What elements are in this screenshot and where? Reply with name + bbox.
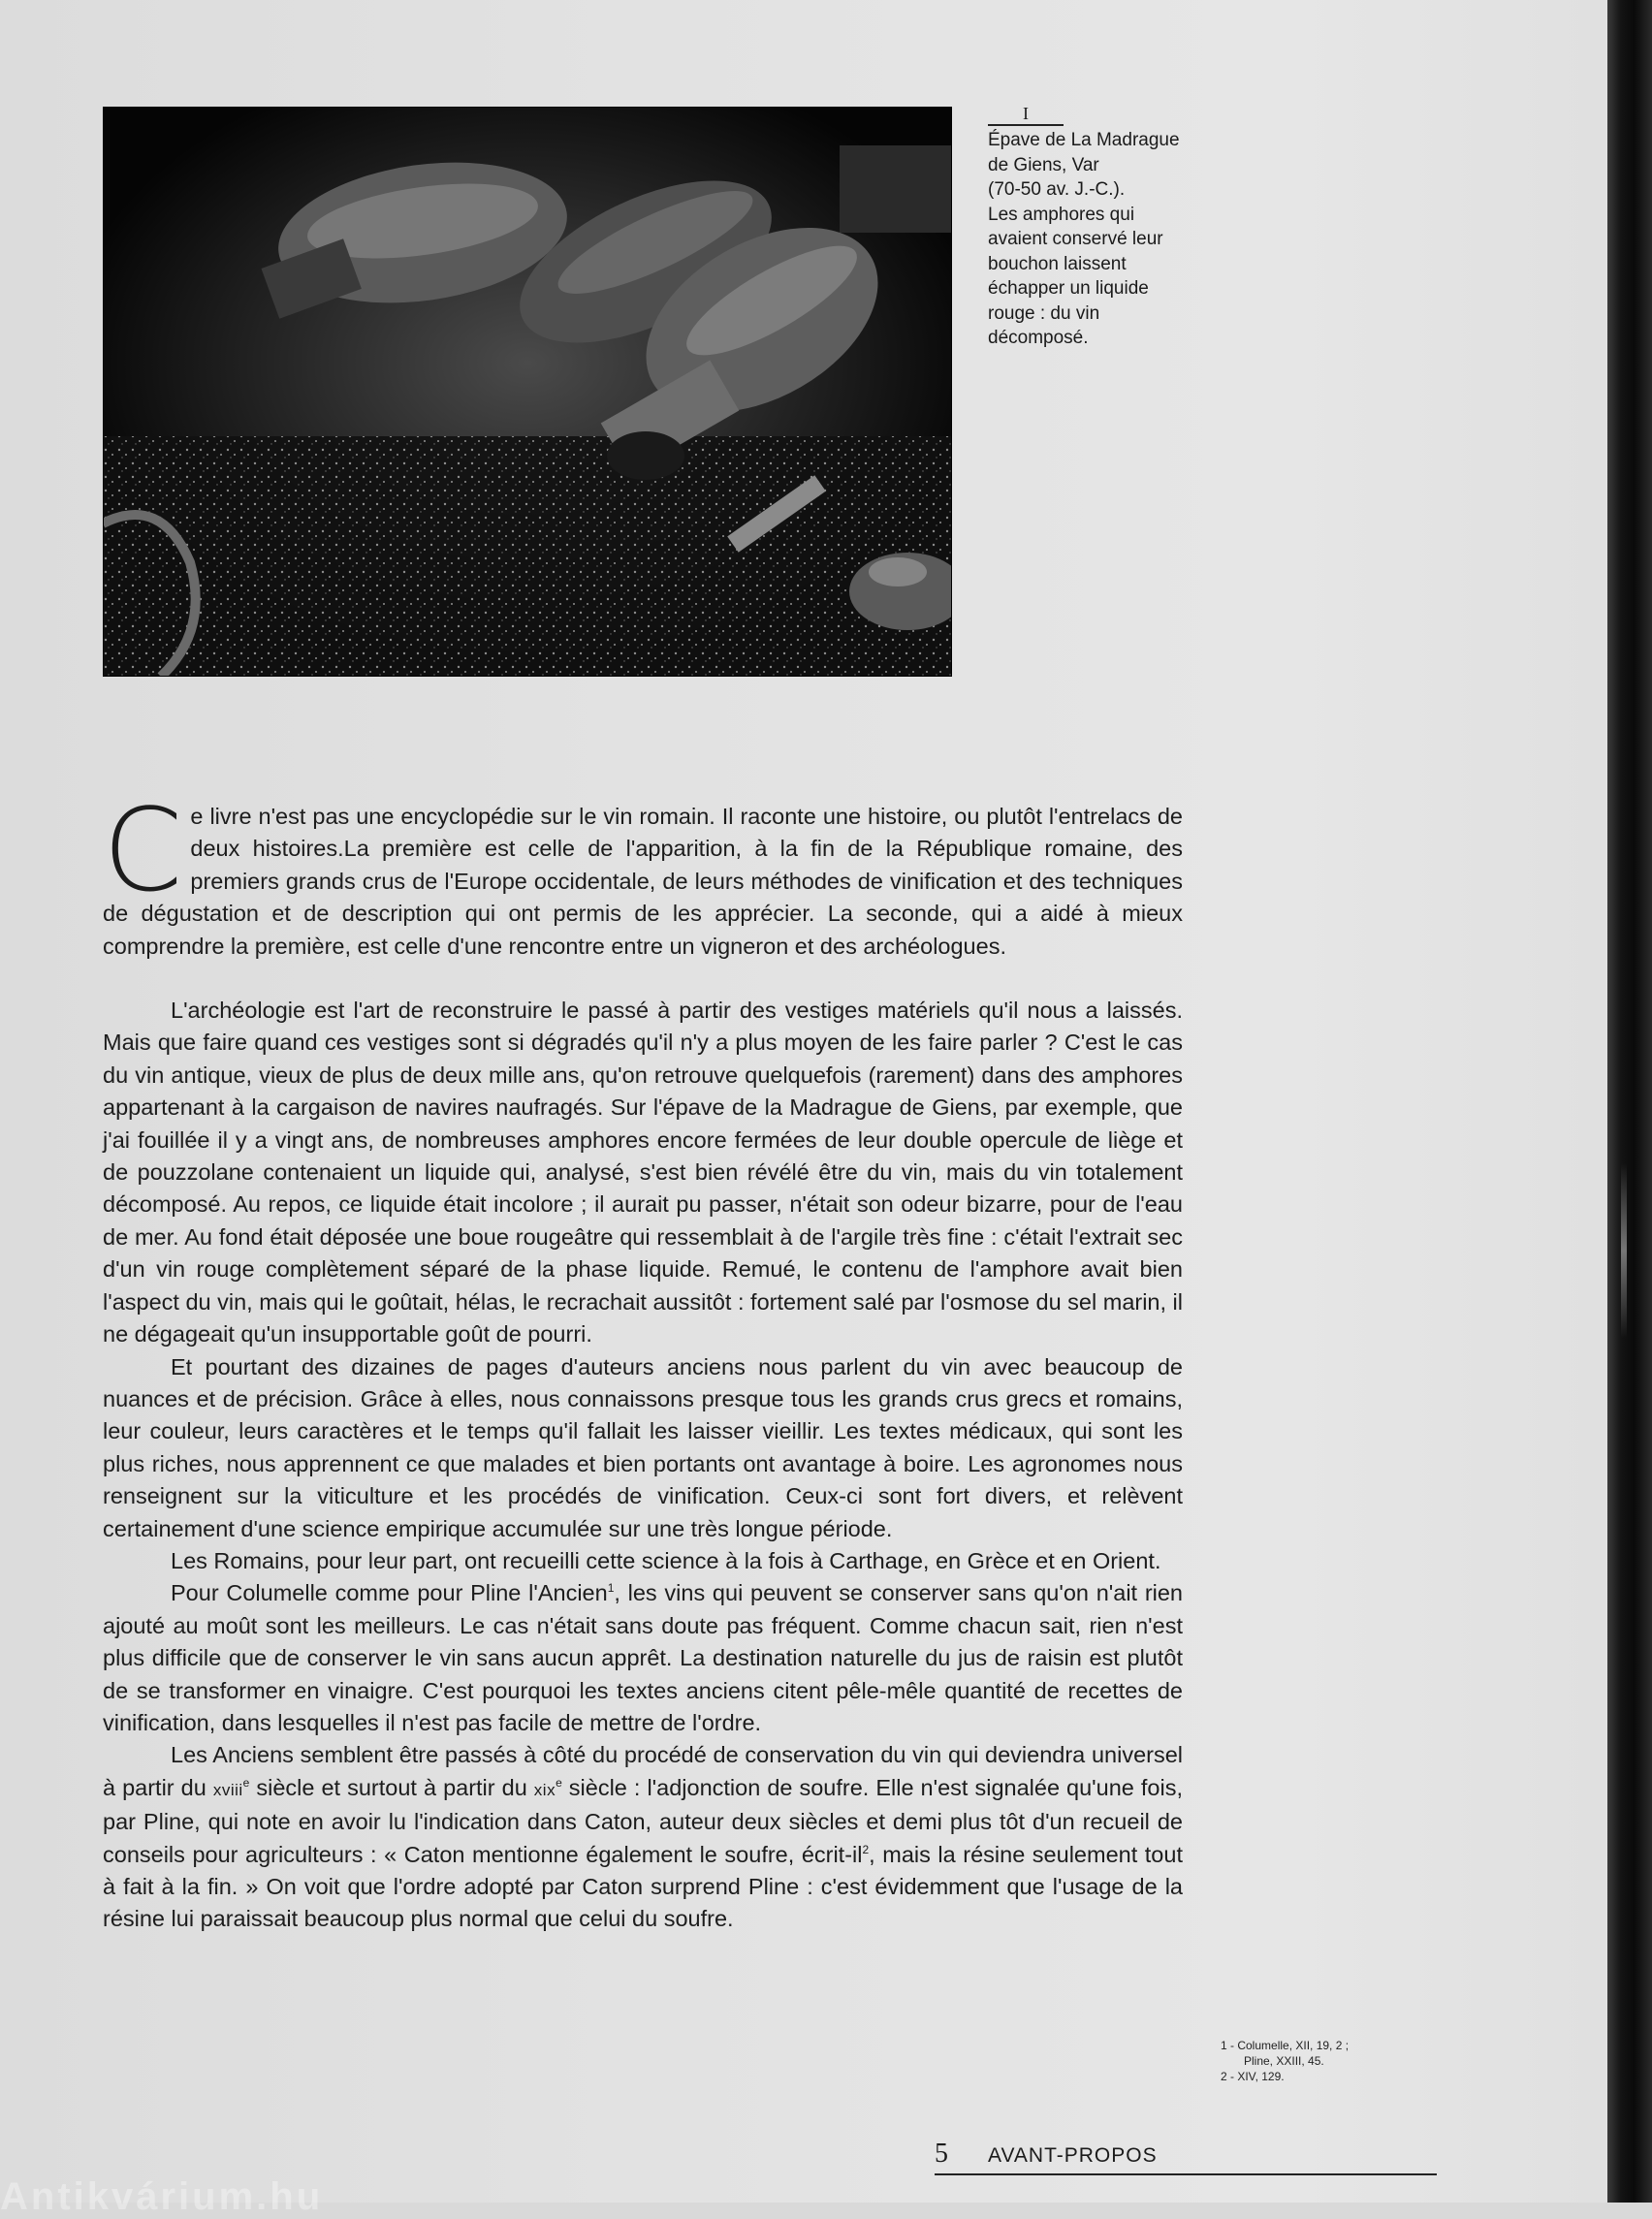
paragraph: Et pourtant des dizaines de pages d'auteurs anciens nous parlent du vin avec beaucoup de nuances et de précision. Grâce à elles, nous connaissons presque tous les grands crus grecs et romains, leur couleur, leurs caractères et le temps qu'il fallait les laisser vieillir. Les textes médicaux, qui sont les plus riches, nous apprennent ce que malades et bien portants ont avantage à boire. Les agronomes nous renseignent sur la viticulture et les procédés de vinification. Ceux-ci sont fort divers, et relèvent certainement d'une science empirique accumulée sur une très longue période. xyxy=(103,1353,1183,1541)
paragraph-text: Les Anciens semblent être passés à côté du procédé de conservation du vin qui deviendra universel à partir du xyxy=(103,1742,1183,1800)
paragraph-text: , mais la résine seulement tout à fait à la fin. » On voit que l'ordre adopté par Caton surprend Pline : c'est évidemment que l'usage de la résine lui paraissait beaucoup plus normal que celui du soufre. xyxy=(103,1841,1183,1932)
amphorae-photo xyxy=(103,107,952,677)
drop-cap: C xyxy=(103,783,183,917)
paragraph xyxy=(103,1577,1183,1739)
caption-line: avaient conservé leur xyxy=(988,229,1163,249)
ordinal-suffix: e xyxy=(556,1775,562,1790)
footnotes xyxy=(1221,2038,1385,2084)
figure-caption xyxy=(988,105,1191,351)
century-numeral: xix xyxy=(533,1780,556,1799)
book-binding xyxy=(1607,0,1652,2203)
paragraph-text: e livre n'est pas une encyclopédie sur le vin romain. Il raconte une histoire, ou plutôt l'entrelacs de deux histoires.La première est celle de l'apparition, à la fin de la République romaine, des premiers grands crus de l'Europe occidentale, de leurs méthodes de vinification et des techniques de dégustation et de description qui ont permis de les apprécier. La seconde, qui a aidé à mieux comprendre la première, est celle d'une rencontre entre un vigneron et des archéologues. xyxy=(103,804,1183,959)
paragraph-text: Pour Columelle comme pour Pline l'Ancien xyxy=(171,1580,608,1606)
paragraph xyxy=(103,1739,1183,1935)
intro-paragraph xyxy=(103,783,1183,963)
paragraph: L'archéologie est l'art de reconstruire le passé à partir des vestiges matériels qu'il nous a laissés. Mais que faire quand ces vestiges sont si dégradés qu'il n'y a plus moyen de les faire parler ? C'est le cas du vin antique, vieux de plus de deux mille ans, qu'on retrouve quelquefois (rarement) dans des amphores appartenant à la cargaison de navires naufragés. Sur l'épave de la Madrague de Giens, par exemple, que j'ai fouillée il y a vingt ans, de nombreuses amphores encore fermées de leur double opercule de liège et de pouzzolane contenaient un liquide qui, analysé, s'est bien révélé être du vin, mais du vin totalement décomposé. Au repos, ce liquide était incolore ; il aurait pu passer, n'était son odeur bizarre, pour de l'eau de mer. Au fond était déposée une boue rougeâtre qui ressemblait à de l'argile très fine : c'était l'extrait sec d'un vin rouge complètement séparé de la phase liquide. Remué, le contenu de l'amphore avait bien l'aspect du vin, mais qui le goûtait, hélas, le recrachait aussitôt : fortement salé par l'osmose du sel marin, il ne dégageait qu'un insupportable goût de pourri. xyxy=(103,998,1184,1347)
caption-line: bouchon laissent xyxy=(988,253,1127,274)
caption-line: de Giens, Var xyxy=(988,154,1099,175)
footnote-ref: 2 xyxy=(862,1842,870,1856)
caption-line: Épave de La Madrague xyxy=(988,130,1180,150)
section-title: AVANT-PROPOS xyxy=(988,2144,1158,2167)
figure-number: I xyxy=(988,105,1064,126)
caption-line: (70-50 av. J.-C.). xyxy=(988,179,1126,200)
ordinal-suffix: e xyxy=(242,1775,250,1790)
footnote-2: 2 - XIV, 129. xyxy=(1221,2070,1285,2083)
main-text xyxy=(103,783,1184,1936)
page-footer xyxy=(935,2139,1437,2175)
footnote-1: 1 - Columelle, XII, 19, 2 ; xyxy=(1221,2039,1350,2052)
caption-line: Les amphores qui xyxy=(988,204,1135,225)
paragraph: Les Romains, pour leur part, ont recueilli cette science à la fois à Carthage, en Grèce et en Orient. xyxy=(171,1547,1161,1573)
footnote-1-cont: Pline, XXIII, 45. xyxy=(1244,2054,1324,2068)
footnote-ref: 1 xyxy=(607,1581,615,1596)
caption-line: échapper un liquide xyxy=(988,278,1149,299)
caption-line: décomposé. xyxy=(988,328,1089,348)
century-numeral: xviii xyxy=(212,1780,243,1799)
paragraph-text: , les vins qui peuvent se conserver sans qu'on n'ait rien ajouté au moût sont les meilleurs. Le cas n'était sans doute pas fréquent. Comme chacun sait, rien n'est plus difficile que de conserver le vin sans aucun apprêt. La destination naturelle du jus de raisin est plutôt de se transformer en vinaigre. C'est pourquoi les textes anciens citent pêle-mêle quantité de recettes de vinification, dans lesquelles il n'est pas facile de mettre de l'ordre. xyxy=(103,1580,1183,1735)
caption-line: rouge : du vin xyxy=(988,302,1100,324)
binding-highlight xyxy=(1621,1163,1627,1338)
watermark: Antikvárium.hu xyxy=(0,2175,324,2218)
page-number: 5 xyxy=(935,2139,948,2169)
paragraph-text: siècle et surtout à partir du xyxy=(249,1774,534,1800)
paragraph-text: siècle : l'adjonction de soufre. Elle n'est signalée qu'une fois, par Pline, qui note en avoir lu l'indication dans Caton, auteur deux siècles et demi plus tôt d'un recueil de conseils pour agriculteurs : « Caton mentionne également le soufre, écrit-il xyxy=(103,1774,1183,1867)
